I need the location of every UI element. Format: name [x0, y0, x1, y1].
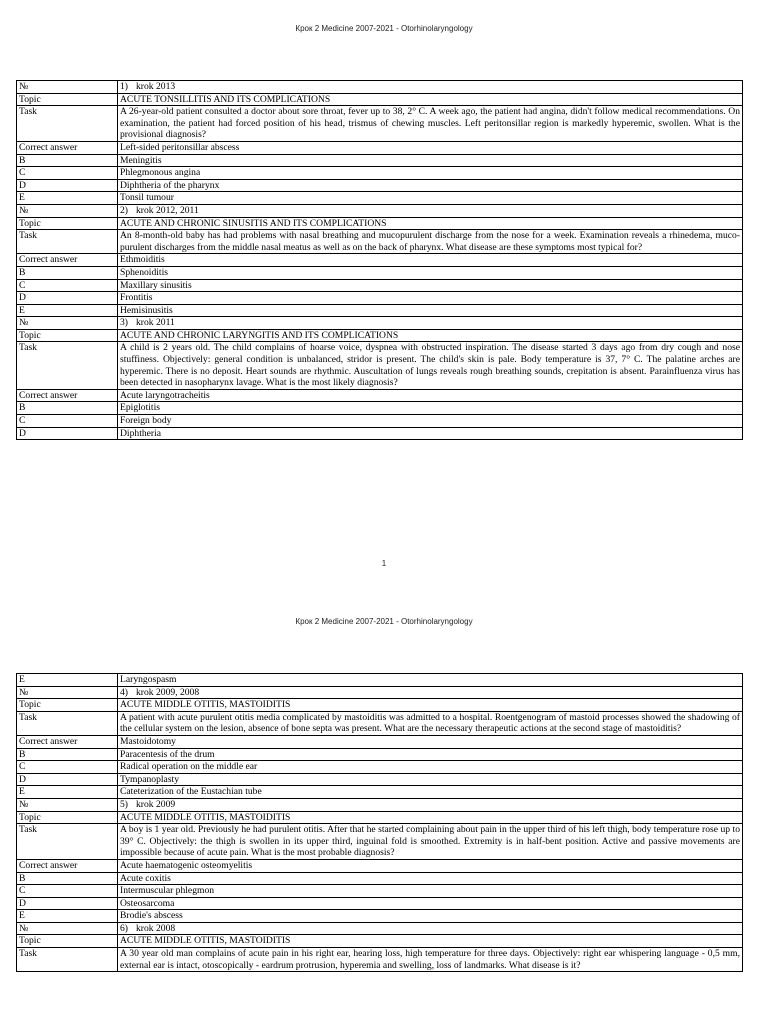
answer-option-text: Paracentesis of the drum [118, 748, 743, 761]
row-label: B [17, 402, 118, 415]
table-row [17, 748, 743, 761]
row-label: Correct answer [17, 389, 118, 402]
topic-text: ACUTE MIDDLE OTITIS, MASTOIDITIS [118, 699, 743, 712]
row-label: Topic [17, 217, 118, 230]
task-text: A 30 year old man complains of acute pain in his right ear, hearing loss, high temperature for three days. Objectively: right ear whispering language - 0,5 mm, external ear is intact, otoscopically - eardrum protrusion, hyperemia and swelling, loss of landmarks. What disease is it? [118, 948, 743, 972]
row-label: Task [17, 948, 118, 972]
task-text: A 26-year-old patient consulted a doctor about sore throat, fever up to 38, 2° C. A week ago, the patient had angina, didn't follow medical recommendations. On examination, the patient had forced position of his head, trismus of chewing muscles. Left peritonsillar region is markedly hyperemic, swollen. What is the provisional diagnosis? [118, 106, 743, 142]
answer-option-text: Brodie's abscess [118, 910, 743, 923]
topic-text: ACUTE TONSILLITIS AND ITS COMPLICATIONS [118, 93, 743, 106]
answer-option-text: Phlegmonous angina [118, 167, 743, 180]
table-row [17, 279, 743, 292]
row-label: Topic [17, 329, 118, 342]
row-label: B [17, 154, 118, 167]
question-header-cell [118, 922, 743, 935]
question-number: 2) [120, 204, 128, 216]
row-label: Correct answer [17, 141, 118, 154]
table-row [17, 859, 743, 872]
table-row [17, 179, 743, 192]
row-label: Correct answer [17, 735, 118, 748]
answer-option-text: Radical operation on the middle ear [118, 761, 743, 774]
row-label: № [17, 686, 118, 699]
row-label: D [17, 427, 118, 440]
task-text: A patient with acute purulent otitis media complicated by mastoiditis was admitted to a hospital. Roentgenogram of mastoid processes showed the shadowing of the cellular system on the lesion, absence of bone septa was present. What are the necessary therapeutic actions at the second stage of mastoiditis? [118, 711, 743, 735]
table-row [17, 304, 743, 317]
table-row [17, 885, 743, 898]
row-label: № [17, 81, 118, 94]
row-label: Task [17, 106, 118, 142]
correct-answer-text: Ethmoiditis [118, 254, 743, 267]
row-label: D [17, 773, 118, 786]
table-row [17, 292, 743, 305]
row-label: E [17, 304, 118, 317]
exam-source: krok 2009 [136, 798, 176, 810]
table-row [17, 761, 743, 774]
exam-source: krok 2011 [136, 317, 175, 329]
table-row [17, 192, 743, 205]
row-label: Topic [17, 93, 118, 106]
exam-source: krok 2012, 2011 [136, 204, 199, 216]
table-row [17, 922, 743, 935]
row-label: C [17, 415, 118, 428]
question-number: 5) [120, 798, 128, 810]
row-label: C [17, 167, 118, 180]
row-label: Task [17, 711, 118, 735]
table-row [17, 824, 743, 860]
table-row [17, 711, 743, 735]
answer-option-text: Acute coxitis [118, 872, 743, 885]
row-label: Correct answer [17, 254, 118, 267]
question-number: 3) [120, 317, 128, 329]
table-row [17, 167, 743, 180]
correct-answer-text: Acute haematogenic osteomyelitis [118, 859, 743, 872]
row-label: B [17, 872, 118, 885]
answer-option-text: Maxillary sinusitis [118, 279, 743, 292]
row-label: C [17, 279, 118, 292]
table-row [17, 141, 743, 154]
table-row [17, 798, 743, 811]
row-label: E [17, 674, 118, 687]
topic-text: ACUTE MIDDLE OTITIS, MASTOIDITIS [118, 811, 743, 824]
row-label: № [17, 798, 118, 811]
row-label: D [17, 179, 118, 192]
row-label: B [17, 266, 118, 279]
table-row [17, 154, 743, 167]
table-row [17, 106, 743, 142]
table-row [17, 786, 743, 799]
row-label: E [17, 910, 118, 923]
question-number: 6) [120, 922, 128, 934]
page-header: Крок 2 Medicine 2007-2021 - Otorhinolaryngology [295, 617, 473, 626]
task-text: An 8-month-old baby has had problems with nasal breathing and mucopurulent discharge from the nose for a week. Examination reveals a rhinedema, muco-purulent discharges from the middle nasal meatus as well as on the back of pharynx. What disease are these symptoms most typical for? [118, 230, 743, 254]
question-header-cell [118, 686, 743, 699]
page-number: 1 [381, 559, 387, 568]
row-label: Task [17, 824, 118, 860]
correct-answer-text: Acute laryngotracheitis [118, 389, 743, 402]
table-row [17, 81, 743, 94]
page-header: Крок 2 Medicine 2007-2021 - Otorhinolaryngology [295, 24, 473, 33]
row-label: № [17, 317, 118, 330]
question-header-cell [118, 317, 743, 330]
answer-option-text: Laryngospasm [118, 674, 743, 687]
question-header-cell [118, 204, 743, 217]
answer-option-text: Hemisinusitis [118, 304, 743, 317]
question-number: 1) [120, 81, 128, 92]
table-row [17, 427, 743, 440]
question-number: 4) [120, 686, 128, 698]
answer-option-text: Sphenoiditis [118, 266, 743, 279]
table-row [17, 910, 743, 923]
table-row [17, 217, 743, 230]
answer-option-text: Foreign body [118, 415, 743, 428]
task-text: A boy is 1 year old. Previously he had purulent otitis. After that he started complaining about pain in the upper third of his left thigh, body temperature rose up to 39° C. Objectively: the thigh is swollen in its upper third, inguinal fold is smoothed. Extremity is in half-bent position. Active and passive movements are impossible because of acute pain. What is the most probable diagnosis? [118, 824, 743, 860]
question-header-cell [118, 81, 743, 94]
answer-option-text: Intermuscular phlegmon [118, 885, 743, 898]
topic-text: ACUTE MIDDLE OTITIS, MASTOIDITIS [118, 935, 743, 948]
table-row [17, 674, 743, 687]
topic-text: ACUTE AND CHRONIC LARYNGITIS AND ITS COMPLICATIONS [118, 329, 743, 342]
row-label: Task [17, 342, 118, 389]
answer-option-text: Meningitis [118, 154, 743, 167]
row-label: B [17, 748, 118, 761]
table-row [17, 402, 743, 415]
row-label: E [17, 786, 118, 799]
question-table [16, 80, 743, 440]
table-row [17, 773, 743, 786]
topic-text: ACUTE AND CHRONIC SINUSITIS AND ITS COMPLICATIONS [118, 217, 743, 230]
row-label: C [17, 885, 118, 898]
answer-option-text: Tonsil tumour [118, 192, 743, 205]
table-row [17, 686, 743, 699]
table-row [17, 329, 743, 342]
answer-option-text: Tympanoplasty [118, 773, 743, 786]
row-label: D [17, 897, 118, 910]
row-label: Topic [17, 699, 118, 712]
table-row [17, 266, 743, 279]
table-row [17, 230, 743, 254]
row-label: E [17, 192, 118, 205]
row-label: Topic [17, 811, 118, 824]
answer-option-text: Osteosarcoma [118, 897, 743, 910]
row-label: № [17, 922, 118, 935]
row-label: D [17, 292, 118, 305]
row-label: № [17, 204, 118, 217]
row-label: Task [17, 230, 118, 254]
task-text: A child is 2 years old. The child complains of hoarse voice, dyspnea with obstructed inspiration. The disease started 3 days ago from dry cough and nose stuffiness. Objectively: general condition is unbalanced, stridor is present. The child's skin is pale. Body temperature is 37, 7° C. The palatine arches are hyperemic. There is no deposit. Heart sounds are rhythmic. Auscultation of lungs reveals rough breathing sounds, crepitation is absent. Parainfluenza virus has been detected in nasopharynx lavage. What is the most likely diagnosis? [118, 342, 743, 389]
question-header-cell [118, 798, 743, 811]
table-row [17, 204, 743, 217]
answer-option-text: Cateterization of the Eustachian tube [118, 786, 743, 799]
correct-answer-text: Mastoidotomy [118, 735, 743, 748]
table-row [17, 948, 743, 972]
table-row [17, 342, 743, 389]
table-row [17, 872, 743, 885]
row-label: Topic [17, 935, 118, 948]
table-row [17, 254, 743, 267]
table-row [17, 811, 743, 824]
table-row [17, 317, 743, 330]
question-table [16, 673, 743, 972]
table-row [17, 897, 743, 910]
answer-option-text: Diphtheria [118, 427, 743, 440]
table-row [17, 389, 743, 402]
table-row [17, 735, 743, 748]
answer-option-text: Frontitis [118, 292, 743, 305]
exam-source: krok 2008 [136, 922, 176, 934]
row-label: Correct answer [17, 859, 118, 872]
exam-source: krok 2013 [136, 81, 176, 92]
correct-answer-text: Left-sided peritonsillar abscess [118, 141, 743, 154]
answer-option-text: Diphtheria of the pharynx [118, 179, 743, 192]
exam-source: krok 2009, 2008 [136, 686, 200, 698]
table-row [17, 93, 743, 106]
row-label: C [17, 761, 118, 774]
answer-option-text: Epiglotitis [118, 402, 743, 415]
table-row [17, 699, 743, 712]
table-row [17, 935, 743, 948]
table-row [17, 415, 743, 428]
